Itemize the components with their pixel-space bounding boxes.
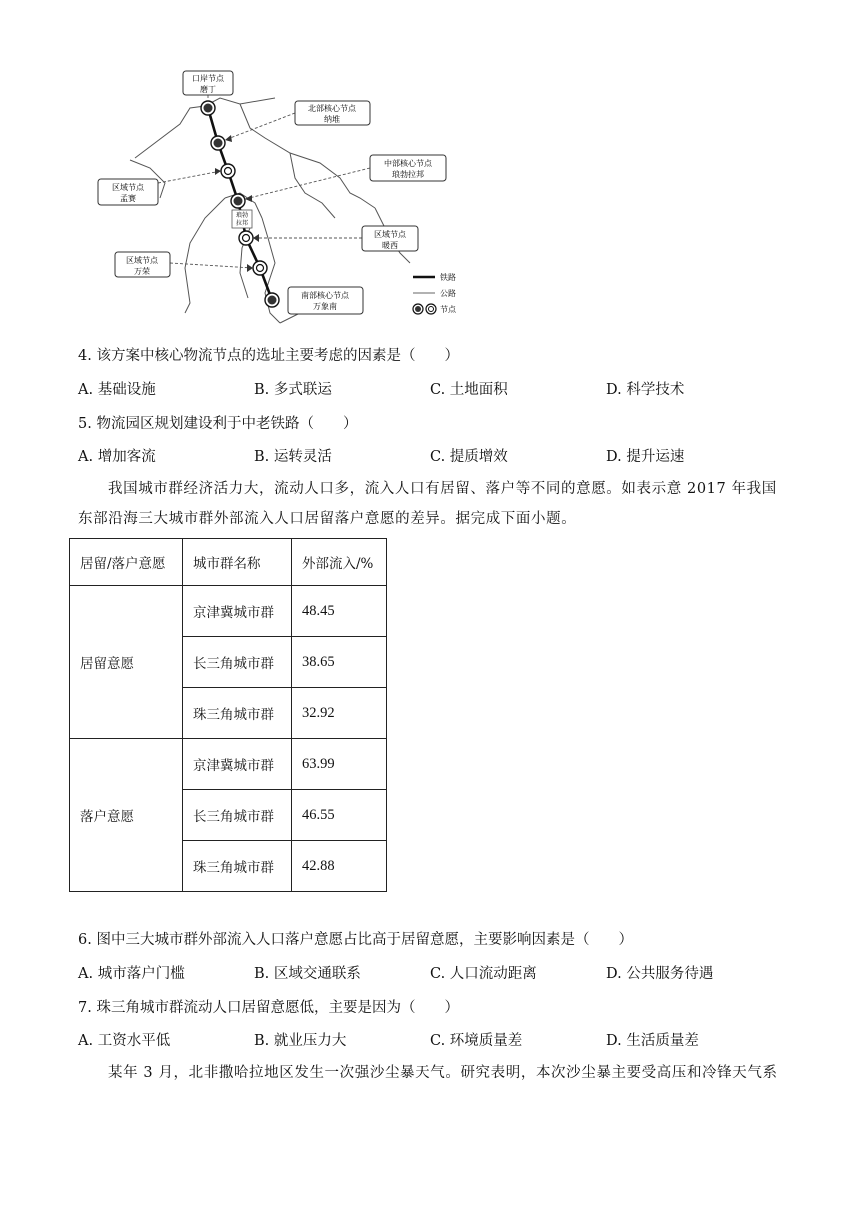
table-row (70, 586, 387, 637)
inflow-value: 63.99 (292, 739, 387, 790)
group-label-residence: 居留意愿 (70, 586, 183, 739)
label-vangvieng (115, 252, 170, 277)
q6-option-c[interactable]: C. 人口流动距离 (430, 966, 537, 982)
question-7-stem: 7. 珠三角城市群流动人口居留意愿低，主要是因为（ ） (78, 1000, 459, 1016)
table-header-row (70, 539, 387, 586)
q7-option-b[interactable]: B. 就业压力大 (254, 1033, 347, 1049)
small-city-label-2: 拉邦 (235, 220, 249, 227)
q5-option-b[interactable]: B. 运转灵活 (254, 449, 332, 465)
inflow-value: 32.92 (292, 688, 387, 739)
inflow-value: 46.55 (292, 790, 387, 841)
small-city-label-1: 琅勃 (235, 212, 249, 219)
node-vientiane-south (265, 293, 279, 307)
header-intention: 居留/落户意愿 (70, 539, 183, 586)
map-legend (413, 272, 457, 314)
label-vangxi (362, 226, 418, 251)
q4-option-b[interactable]: B. 多式联运 (254, 382, 332, 398)
table-row (70, 739, 387, 790)
city-name: 珠三角城市群 (183, 688, 292, 739)
label-port (183, 71, 233, 95)
svg-text:磨丁: 磨丁 (200, 85, 216, 94)
q5-option-a[interactable]: A. 增加客流 (78, 449, 156, 465)
question-6-stem: 6. 图中三大城市群外部流入人口落户意愿占比高于居留意愿，主要影响因素是（ ） (78, 932, 633, 948)
svg-text:中部核心节点: 中部核心节点 (384, 159, 432, 168)
svg-text:琅勃拉邦: 琅勃拉邦 (392, 170, 424, 179)
svg-text:北部核心节点: 北部核心节点 (308, 104, 356, 113)
svg-text:区域节点: 区域节点 (126, 256, 158, 265)
intro-paragraph: 我国城市群经济活力大，流动人口多，流入人口有居留、落户等不同的意愿。如表示意 2017 年我国东部沿海三大城市群外部流入人口居留落户意愿的差异。据完成下面小题。 (78, 481, 777, 527)
migration-intention-table (69, 538, 387, 892)
svg-text:区域节点: 区域节点 (112, 183, 144, 192)
svg-text:口岸节点: 口岸节点 (192, 74, 224, 83)
svg-text:万荣: 万荣 (134, 267, 150, 276)
label-north-core (295, 101, 370, 125)
logistics-node-map (90, 68, 480, 330)
svg-text:孟赛: 孟赛 (120, 194, 136, 203)
svg-text:暖西: 暖西 (382, 241, 398, 250)
q7-option-d[interactable]: D. 生活质量差 (606, 1033, 699, 1049)
q4-option-d[interactable]: D. 科学技术 (606, 382, 685, 398)
node-mengsai (221, 164, 235, 178)
q7-option-a[interactable]: A. 工资水平低 (78, 1033, 171, 1049)
header-inflow-percent: 外部流入/% (292, 539, 387, 586)
node-moding (201, 101, 215, 115)
legend-railway: 铁路 (440, 273, 456, 282)
city-name: 长三角城市群 (183, 637, 292, 688)
label-south-core (288, 287, 363, 314)
legend-node: 节点 (440, 305, 456, 314)
node-nadui (211, 136, 225, 150)
map-nodes (201, 101, 279, 307)
q7-option-c[interactable]: C. 环境质量差 (430, 1033, 523, 1049)
q5-option-d[interactable]: D. 提升运速 (606, 449, 685, 465)
inflow-value: 42.88 (292, 841, 387, 892)
svg-text:纳堆: 纳堆 (324, 115, 340, 124)
city-name: 珠三角城市群 (183, 841, 292, 892)
question-5-stem: 5. 物流园区规划建设利于中老铁路（ ） (78, 416, 358, 432)
q6-option-d[interactable]: D. 公共服务待遇 (606, 966, 714, 982)
svg-text:南部核心节点: 南部核心节点 (301, 291, 349, 300)
q4-option-c[interactable]: C. 土地面积 (430, 382, 508, 398)
group-label-settlement: 落户意愿 (70, 739, 183, 892)
header-city-cluster: 城市群名称 (183, 539, 292, 586)
node-vangxi (239, 231, 253, 245)
map-boundaries (130, 98, 410, 323)
outro-paragraph: 某年 3 月，北非撒哈拉地区发生一次强沙尘暴天气。研究表明，本次沙尘暴主要受高压和冷锋天气系 (108, 1065, 778, 1081)
svg-text:区域节点: 区域节点 (374, 230, 406, 239)
q4-option-a[interactable]: A. 基础设施 (78, 382, 156, 398)
label-middle-core (370, 155, 446, 181)
q5-option-c[interactable]: C. 提质增效 (430, 449, 508, 465)
city-name: 京津冀城市群 (183, 586, 292, 637)
inflow-value: 48.45 (292, 586, 387, 637)
inflow-value: 38.65 (292, 637, 387, 688)
q6-option-b[interactable]: B. 区域交通联系 (254, 966, 361, 982)
svg-text:万象南: 万象南 (313, 302, 337, 311)
node-vangvieng (253, 261, 267, 275)
label-mengsai (98, 179, 158, 205)
question-4-stem: 4. 该方案中核心物流节点的选址主要考虑的因素是（ ） (78, 348, 459, 364)
node-luangprabang (231, 194, 245, 208)
city-name: 长三角城市群 (183, 790, 292, 841)
city-name: 京津冀城市群 (183, 739, 292, 790)
q6-option-a[interactable]: A. 城市落户门槛 (78, 966, 185, 982)
legend-road: 公路 (440, 289, 456, 298)
